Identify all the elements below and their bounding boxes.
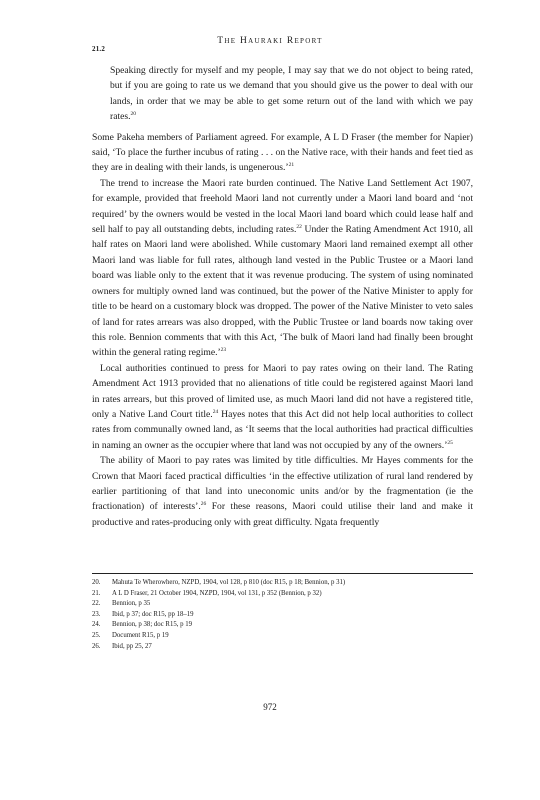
footnote-text: Bennion, p 38; doc R15, p 19 — [112, 621, 193, 629]
paragraph-3-text-b: Hayes notes that this Act did not help local authorities to collect rates from communally owned land, as ‘It seems that the local authorities had practical difficulties in naming an owner as the occupier where that land was not occupied by any of the owners.’ — [92, 408, 473, 451]
footnote-number: 22. — [92, 600, 101, 608]
running-head: The Hauraki Report — [217, 36, 323, 46]
footnote-ref-20: 20 — [130, 111, 137, 118]
paragraph-1-text: Some Pakeha members of Parliament agreed. For example, A L D Fraser (the member for Napier) said, ‘To place the further incubus of rating . . . on the Native race, with their hands and feet tied as they are in dealing with their lands, is ungenerous.’ — [92, 131, 473, 174]
footnote — [92, 620, 473, 631]
footnote — [92, 599, 473, 610]
body-text — [92, 63, 473, 530]
quote-text: Speaking directly for myself and my people, I may say that we do not object to being rated, but if you are going to rate us we demand that you should give us the power to deal with our lands, in order that we may be able to get some return out of the land with which we pay rates. — [110, 65, 473, 123]
footnotes — [92, 578, 473, 652]
footnote-ref-23: 23 — [220, 347, 227, 354]
footnote-number: 24. — [92, 621, 101, 629]
block-quote — [110, 63, 473, 125]
footnote-ref-22: 22 — [296, 224, 302, 231]
footnote-text: Bennion, p 35 — [112, 600, 151, 608]
footnote-number: 26. — [92, 642, 101, 650]
footnote-number: 25. — [92, 631, 101, 639]
footnote — [92, 642, 473, 653]
footnote-divider — [92, 573, 473, 574]
paragraph-4 — [92, 453, 473, 530]
footnote-text: Document R15, p 19 — [112, 631, 169, 639]
footnote-number: 23. — [92, 610, 101, 618]
footnote-text: Mahuta Te Wherowhero, NZPD, 1904, vol 128, p 810 (doc R15, p 18; Bennion, p 31) — [112, 579, 346, 586]
footnote-ref-26: 26 — [200, 501, 207, 508]
footnote-text: Ibid, pp 25, 27 — [112, 642, 152, 650]
page-number: 972 — [263, 702, 277, 712]
paragraph-4-text-b: For these reasons, Maori could utilise their land and make it productive and rates-producing only with great difficulty. Ngata frequently — [92, 501, 474, 528]
footnote-number: 21. — [92, 589, 101, 597]
footnote-text: Ibid, p 37; doc R15, pp 18–19 — [112, 610, 194, 618]
paragraph-4-text-a: The ability of Maori to pay rates was limited by title difficulties. Mr Hayes comments for the Crown that Maori faced practical difficulties ‘in the effective utilization of rural land rendered by earlier partitioning of that land into uneconomic units and/or by the fragmentation (ie the fractionation) of interests’. — [92, 455, 473, 513]
paragraph-2-text-b: Under the Rating Amendment Act 1910, all half rates on Maori land were abolished. While customary Maori land remained exempt all other Maori land was liable for full rates, although land vested in the Public Trustee or a Maori land board was liable only to the extent that it was revenue producing. The system of using nominated owners for multiply owned land was continued, but the power of the Native Minister to apply for title to be heard on a customary block was dropped. The power of the Native Minister to veto sales of land for rates arrears was also dropped, with the Public Trustee or land boards now taking over this role. Bennion comments that with this Act, ‘The bulk of Maori land had finally been brought within the general rating regime.’ — [92, 224, 473, 359]
footnote-ref-24: 24 — [212, 408, 219, 415]
footnote-ref-21: 21 — [288, 162, 295, 169]
footnote-text: A L D Fraser, 21 October 1904, NZPD, 1904, vol 131, p 352 (Bennion, p 32) — [112, 589, 322, 597]
paragraph-2-text-a: The trend to increase the Maori rate burden continued. The Native Land Settlement Act 1907, for example, provided that freehold Maori land not currently under a Maori land board and ‘not required’ by the owners would be vested in the local Maori land board which could lease half and sell half to pay all outstanding debts, including rates. — [92, 177, 473, 236]
paragraph-3-text-a: Local authorities continued to press for Maori to pay rates owing on their land. The Rating Amendment Act 1913 provided that no alienations of title could be registered against Maori land in rates arrears, but this proved of limited use, as much Maori land did not have a registered title, only a Native Land Court title. — [92, 362, 473, 420]
footnote-ref-25: 25 — [447, 439, 453, 446]
footnote — [92, 610, 473, 621]
footnote — [92, 578, 473, 589]
paragraph-1 — [92, 130, 473, 176]
footnote — [92, 631, 473, 642]
paragraph-3 — [92, 361, 473, 453]
section-number: 21.2 — [92, 45, 106, 53]
footnote — [92, 589, 473, 600]
paragraph-2 — [92, 176, 473, 361]
footnote-number: 20. — [92, 579, 101, 586]
